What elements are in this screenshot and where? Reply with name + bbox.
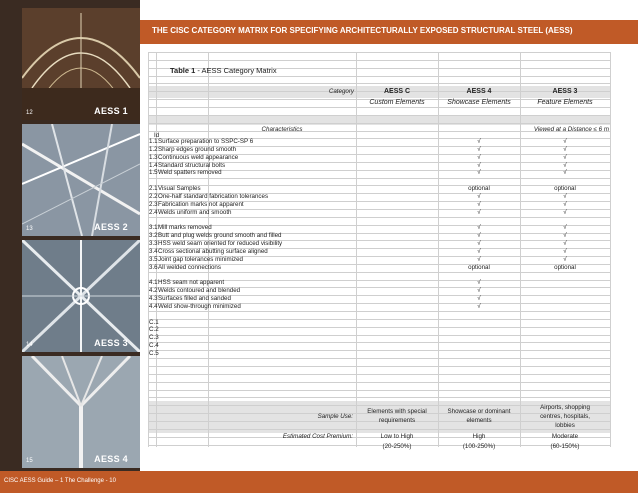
grid-line: [148, 272, 610, 273]
row-aess4-mark: √: [477, 161, 481, 169]
characteristics-label: Characteristics: [261, 126, 303, 133]
row-id: 2.3: [149, 200, 158, 208]
photo-number: 13: [26, 226, 33, 232]
row-id: 1.4: [149, 161, 158, 169]
row-aess3-mark: optional: [554, 263, 576, 271]
row-aess4-mark: √: [477, 208, 481, 216]
row-id: 3.4: [149, 247, 158, 255]
row-id: 4.1: [149, 279, 158, 287]
row-id: 3.2: [149, 232, 158, 240]
category-code: AESS C: [383, 88, 411, 95]
sample-use-a4: Showcase or dominant: [447, 408, 511, 415]
row-aess3-mark: √: [563, 247, 567, 255]
row-aess4-mark: √: [477, 145, 481, 153]
row-aess4-mark: optional: [468, 185, 490, 193]
row-id: C.3: [149, 334, 159, 342]
row-aess3-mark: optional: [554, 185, 576, 193]
row-id: 4.2: [149, 287, 158, 295]
photo-aess-4: [22, 356, 140, 468]
row-aess4-mark: √: [477, 247, 481, 255]
cost-premium-c: (20-250%): [382, 443, 412, 450]
row-aess3-mark: √: [563, 192, 567, 200]
grid-line: [148, 390, 610, 391]
sample-use-c: Elements with special: [367, 408, 427, 415]
row-id: 1.5: [149, 169, 158, 177]
row-characteristic: Welds contoured and blended: [158, 287, 241, 295]
row-aess3-mark: √: [563, 153, 567, 161]
atrium-photo: [22, 8, 140, 120]
grid-line: [148, 311, 610, 312]
row-aess4-mark: √: [477, 169, 481, 177]
steel-frame-photo: [22, 124, 140, 236]
table-caption-bold: Table 1: [170, 66, 196, 75]
grid-line: [148, 76, 610, 77]
category-name: Feature Elements: [537, 99, 593, 106]
cost-premium-a3: (60-150%): [550, 443, 580, 450]
row-id: 1.2: [149, 145, 158, 153]
photo-label: AESS 3: [94, 338, 128, 348]
tree-column-photo: [22, 356, 140, 468]
row-aess4-mark: √: [477, 192, 481, 200]
row-characteristic: One-half standard fabrication tolerances: [158, 192, 269, 200]
row-characteristic: HSS seam not apparent: [158, 279, 225, 287]
grid-line: [148, 60, 610, 61]
row-id: 2.1: [149, 185, 158, 193]
row-id: 3.1: [149, 224, 158, 232]
row-aess3-mark: √: [563, 224, 567, 232]
row-characteristic: Mill marks removed: [158, 224, 212, 232]
grid-line: [148, 178, 610, 179]
photo-aess-3: [22, 240, 140, 352]
grid-line: [148, 107, 610, 108]
sample-use-a4: elements: [466, 417, 492, 424]
sample-use-c: requirements: [378, 417, 416, 424]
row-id: 4.3: [149, 295, 158, 302]
row-id: 1.1: [149, 138, 158, 145]
category-code: AESS 3: [552, 88, 578, 95]
grid-line: [148, 115, 610, 116]
sample-use-a3: Airports, shopping: [540, 404, 590, 411]
photo-column: [0, 0, 140, 493]
category-label: Category: [328, 88, 354, 95]
photo-number: 12: [26, 110, 33, 116]
grid-line: [148, 217, 610, 218]
grid-line: [148, 123, 610, 124]
grid-line: [148, 52, 610, 53]
row-aess3-mark: √: [563, 240, 567, 248]
category-name: Custom Elements: [369, 99, 425, 106]
row-characteristic: Fabrication marks not apparent: [158, 200, 244, 208]
row-aess3-mark: √: [563, 200, 567, 208]
row-aess4-mark: √: [477, 200, 481, 208]
grid-line: [148, 327, 610, 328]
row-characteristic: Sharp edges ground smooth: [158, 145, 237, 153]
grid-line: [148, 374, 610, 375]
photo-aess-2: [22, 124, 140, 236]
grid-line: [610, 52, 611, 447]
title-banner: [140, 20, 638, 44]
viewed-distance-label: Viewed at a Distance ≤ 6 m: [533, 126, 609, 133]
grid-line: [148, 319, 610, 320]
row-aess4-mark: √: [477, 240, 481, 248]
category-matrix-table: [148, 52, 610, 450]
photo-label: AESS 2: [94, 222, 128, 232]
row-characteristic: HSS weld seam oriented for reduced visibility: [158, 240, 283, 248]
photo-number: 15: [26, 458, 33, 464]
row-id: 3.5: [149, 255, 158, 263]
grid-line: [148, 366, 610, 367]
sample-use-a3: lobbies: [555, 422, 575, 429]
id-label: Id: [154, 132, 160, 139]
row-aess4-mark: optional: [468, 263, 490, 271]
cost-premium-label: Estimated Cost Premium:: [282, 433, 353, 440]
row-aess4-mark: √: [477, 232, 481, 240]
grid-line: [148, 350, 610, 351]
row-characteristic: Joint gap tolerances minimized: [158, 255, 243, 263]
row-characteristic: Cross sectional abutting surface aligned: [158, 247, 268, 255]
grid-line: [148, 358, 610, 359]
steel-truss-photo: [22, 240, 140, 352]
photo-label: AESS 4: [94, 454, 128, 464]
row-aess3-mark: √: [563, 145, 567, 153]
grid-line: [148, 83, 610, 84]
cost-premium-a4: (100-250%): [462, 443, 496, 450]
row-aess4-mark: √: [477, 295, 481, 302]
photo-number: 14: [26, 342, 33, 348]
row-characteristic: Butt and plug welds ground smooth and filled: [158, 232, 282, 240]
cost-premium-a4: High: [472, 433, 486, 440]
row-aess4-mark: √: [477, 138, 481, 145]
row-aess4-mark: √: [477, 224, 481, 232]
cost-premium-c: Low to High: [380, 433, 414, 440]
row-characteristic: Continuous weld appearance: [158, 153, 239, 161]
row-characteristic: All welded connections: [158, 263, 221, 271]
row-characteristic: Weld spatters removed: [158, 169, 222, 177]
grid-line: [356, 52, 357, 447]
row-aess4-mark: √: [477, 255, 481, 263]
category-code: AESS 4: [466, 88, 492, 95]
row-aess3-mark: √: [563, 255, 567, 263]
row-characteristic: Surfaces filled and sanded: [158, 295, 231, 302]
row-aess3-mark: √: [563, 138, 567, 145]
row-characteristic: Weld show-through minimized: [158, 302, 241, 310]
row-aess4-mark: √: [477, 302, 481, 310]
footer-banner: [0, 471, 638, 493]
photo-label: AESS 1: [94, 106, 128, 116]
category-name: Showcase Elements: [447, 99, 511, 106]
row-id: 1.3: [149, 153, 158, 161]
row-id: C.5: [149, 349, 159, 357]
photo-aess-1: [22, 8, 140, 120]
row-id: 3.3: [149, 240, 158, 248]
row-aess3-mark: √: [563, 208, 567, 216]
row-characteristic: Welds uniform and smooth: [158, 208, 232, 216]
row-aess3-mark: √: [563, 161, 567, 169]
row-id: 3.6: [149, 263, 158, 271]
grid-line: [148, 397, 610, 398]
row-id: 2.2: [149, 192, 158, 200]
row-aess4-mark: √: [477, 287, 481, 295]
row-id: C.1: [149, 318, 159, 326]
cost-premium-a3: Moderate: [551, 433, 579, 440]
row-aess3-mark: √: [563, 232, 567, 240]
row-aess4-mark: √: [477, 153, 481, 161]
row-characteristic: Standard structural bolts: [158, 161, 226, 169]
grid-line: [148, 382, 610, 383]
row-characteristic: Surface preparation to SSPC-SP 6: [158, 138, 254, 145]
row-id: C.2: [149, 326, 159, 334]
row-aess3-mark: √: [563, 169, 567, 177]
table-caption: Table 1 - AESS Category Matrix: [170, 66, 277, 75]
sample-use-label: Sample Use:: [317, 413, 353, 420]
row-id: 2.4: [149, 208, 158, 216]
grid-line: [148, 342, 610, 343]
row-id: C.4: [149, 342, 159, 350]
footer-text: CISC AESS Guide – 1 The Challenge - 10: [4, 478, 116, 484]
grid-line: [148, 335, 610, 336]
page-title: THE CISC CATEGORY MATRIX FOR SPECIFYING ARCHITECTURALLY EXPOSED STRUCTURAL STEEL (AESS): [152, 26, 573, 35]
sample-use-a3: centres, hospitals,: [540, 413, 590, 420]
row-aess4-mark: √: [477, 279, 481, 287]
row-characteristic: Visual Samples: [158, 185, 201, 193]
row-id: 4.4: [149, 302, 158, 310]
